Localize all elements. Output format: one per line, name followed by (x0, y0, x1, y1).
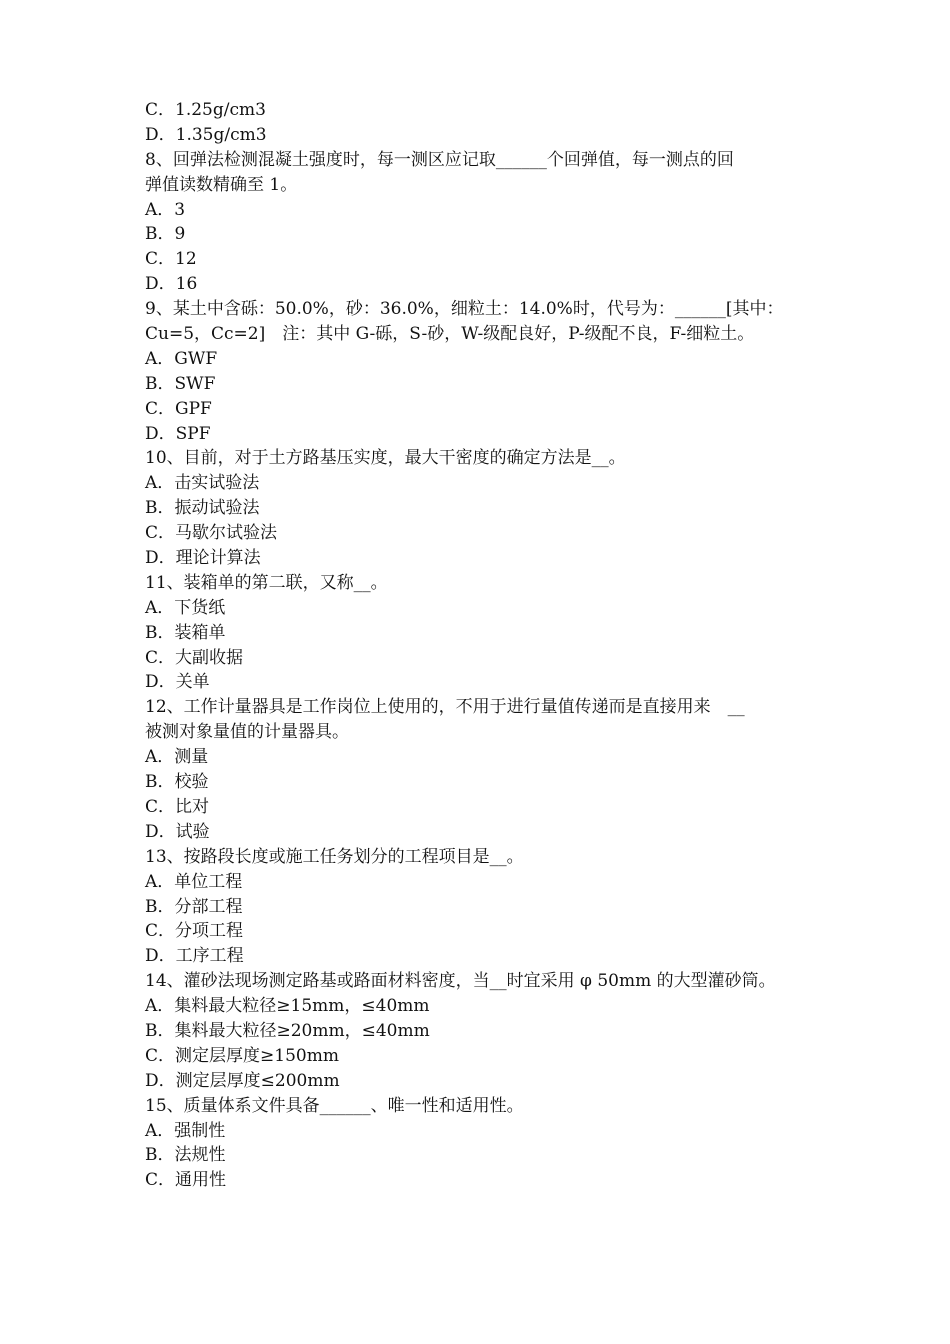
option-a-q12: A．测量 (145, 747, 209, 768)
option-a-q9: A．GWF (145, 348, 218, 369)
option-c-q15: C．通用性 (145, 1170, 227, 1191)
option-a-q11: A．下货纸 (145, 597, 226, 618)
option-a-q10: A．击实试验法 (145, 473, 260, 494)
option-d-q8: D．16 (145, 274, 198, 295)
option-b-q12: B．校验 (145, 772, 209, 793)
option-b-q13: B．分部工程 (145, 896, 243, 917)
option-a-q15: A．强制性 (145, 1120, 226, 1141)
option-a-q14: A．集料最大粒径≥15mm，≤40mm (145, 996, 430, 1017)
question-11: 11、装箱单的第二联，又称__。 (145, 572, 388, 593)
question-12-line-2: 被测对象量值的计量器具。 (145, 722, 349, 743)
question-13: 13、按路段长度或施工任务划分的工程项目是__。 (145, 846, 524, 867)
option-c-q13: C．分项工程 (145, 921, 244, 942)
option-c-q10: C．马歇尔试验法 (145, 523, 278, 544)
option-a-q13: A．单位工程 (145, 871, 243, 892)
question-14: 14、灌砂法现场测定路基或路面材料密度，当__时宜采用 φ 50mm 的大型灌砂筒。 (145, 971, 776, 992)
option-b-q11: B．装箱单 (145, 622, 226, 643)
option-d-q14: D．测定层厚度≤200mm (145, 1070, 340, 1091)
question-8-line-2: 弹值读数精确至 1。 (145, 174, 298, 195)
option-b-q14: B．集料最大粒径≥20mm，≤40mm (145, 1020, 430, 1041)
question-15: 15、质量体系文件具备______、唯一性和适用性。 (145, 1095, 524, 1116)
option-c-q12: C．比对 (145, 796, 210, 817)
option-d-q10: D．理论计算法 (145, 548, 261, 569)
option-a-q8: A．3 (145, 199, 186, 220)
option-b-q8: B．9 (145, 224, 186, 245)
option-b-q10: B．振动试验法 (145, 498, 260, 519)
option-d-q11: D．关单 (145, 672, 210, 693)
option-b-q9: B．SWF (145, 373, 216, 394)
option-d-q7: D．1.35g/cm3 (145, 124, 267, 145)
question-9-line-1: 9、某土中含砾：50.0%，砂：36.0%，细粒土：14.0%时，代号为：______[其中： (145, 299, 784, 320)
option-d-q9: D．SPF (145, 423, 211, 444)
question-12-line-1: 12、工作计量器具是工作岗位上使用的，不用于进行量值传递而是直接用来 __ (145, 697, 745, 718)
option-d-q12: D．试验 (145, 821, 210, 842)
option-c-q7: C．1.25g/cm3 (145, 100, 266, 120)
document-page (145, 98, 817, 1193)
option-c-q9: C．GPF (145, 398, 212, 419)
option-c-q11: C．大副收据 (145, 647, 244, 668)
option-d-q13: D．工序工程 (145, 946, 244, 967)
option-c-q14: C．测定层厚度≥150mm (145, 1045, 339, 1066)
question-10: 10、目前，对于土方路基压实度，最大干密度的确定方法是__。 (145, 448, 626, 469)
question-8-line-1: 8、回弹法检测混凝土强度时，每一测区应记取______个回弹值，每一测点的回 (145, 149, 734, 170)
question-9-line-2: Cu=5，Cc=2] 注：其中 G-砾，S-砂，W-级配良好，P-级配不良，F-细粒土。 (145, 324, 755, 345)
option-c-q8: C．12 (145, 249, 197, 270)
option-b-q15: B．法规性 (145, 1145, 226, 1166)
